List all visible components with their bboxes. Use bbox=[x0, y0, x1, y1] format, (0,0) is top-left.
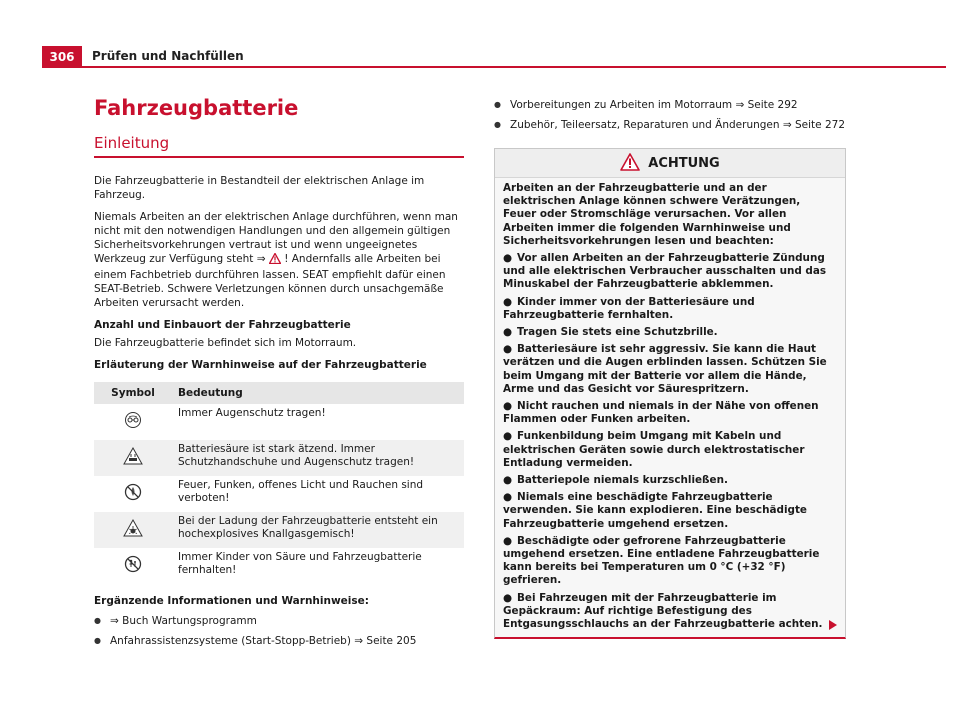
list-item: ● Nicht rauchen und niemals in der Nähe von offenen Flammen oder Funken arbeiten. bbox=[503, 400, 819, 426]
table-header-row bbox=[94, 382, 464, 404]
list-item: ● Niemals eine beschädigte Fahrzeugbatterie verwenden. Sie kann explodieren. Eine beschädigte Fahrzeugbatterie umgehend ersetzen. bbox=[503, 491, 807, 530]
list-item[interactable]: ● ⇒ Buch Wartungsprogramm bbox=[94, 614, 464, 628]
warning-list bbox=[503, 252, 837, 631]
list-item[interactable]: ● Zubehör, Teileersatz, Reparaturen und Änderungen ⇒ Seite 272 bbox=[494, 118, 846, 132]
list-item[interactable]: ● Vorbereitungen zu Arbeiten im Motorraum ⇒ Seite 292 bbox=[494, 98, 846, 112]
warning-item-text: Beschädigte oder gefrorene Fahrzeugbatterie umgehend ersetzen. Eine entladene Fahrzeugbatterie kann bereits bei Temperaturen um 0 °C (+32 °F) gefrieren. bbox=[503, 534, 820, 587]
location-text: Die Fahrzeugbatterie befindet sich im Motorraum. bbox=[94, 336, 357, 349]
list-item: ● Batteriesäure ist sehr aggressiv. Sie kann die Haut verätzen und die Augen erblinden lassen. Schützen Sie beim Umgang mit der Batterie vor allem die Hände, Arme und das Gesicht vor Säurespritzern. bbox=[503, 343, 827, 395]
list-item: ● Funkenbildung beim Umgang mit Kabeln und elektrischen Geräten sowie durch elektrostatischer Entladung vermeiden. bbox=[503, 430, 805, 469]
list-item: ● Beschädigte oder gefrorene Fahrzeugbatterie umgehend ersetzen. Eine entladene Fahrzeugbatterie kann bereits bei Temperaturen um 0 °C (+32 °F) gefrieren. bbox=[503, 534, 820, 587]
table-row bbox=[94, 404, 464, 440]
more-info-heading: Ergänzende Informationen und Warnhinweise: bbox=[94, 594, 369, 607]
warning-intro: Arbeiten an der Fahrzeugbatterie und an der elektrischen Anlage können schwere Verätzungen, Feuer oder Stromschläge verursachen. Vor allen Arbeiten immer die folgenden Warnhinweise und Sicherheitsvorkehrungen lesen und beachten: bbox=[503, 182, 801, 247]
warning-item-text: Tragen Sie stets eine Schutzbrille. bbox=[517, 326, 718, 339]
left-column bbox=[94, 96, 464, 654]
table-row bbox=[94, 440, 464, 476]
list-item[interactable]: ● Anfahrassistenzsysteme (Start-Stopp-Betrieb) ⇒ Seite 205 bbox=[94, 634, 464, 648]
corrosive-icon bbox=[94, 440, 172, 476]
warning-title: ACHTUNG bbox=[648, 155, 720, 171]
table-cell-meaning: Bei der Ladung der Fahrzeugbatterie entsteht ein hochexplosives Knallgasgemisch! bbox=[172, 512, 464, 548]
warning-item-text: Batteriesäure ist sehr aggressiv. Sie kann die Haut verätzen und die Augen erblinden lassen. Schützen Sie beim Umgang mit der Batterie vor allem die Hände, Arme und das Gesicht vor Säurespritzern. bbox=[503, 343, 827, 395]
safety-paragraph-part1: Niemals Arbeiten an der elektrischen Anlage durchführen, wenn man nicht mit den notwendigen Handlungen und den allgemein gültigen Sicherheitsvorkehrungen vertraut ist und wenn ungeeignetes Werkzeug zur Verfügung steht ⇒ bbox=[94, 210, 458, 265]
running-title: Prüfen und Nachfüllen bbox=[92, 49, 244, 63]
table-cell-meaning: Immer Kinder von Säure und Fahrzeugbatterie fernhalten! bbox=[178, 550, 422, 576]
warning-item-text: Batteriepole niemals kurzschließen. bbox=[517, 474, 728, 487]
list-item: ● Vor allen Arbeiten an der Fahrzeugbatterie Zündung und alle elektrischen Verbraucher ausschalten und das Minuskabel der Fahrzeugbatterie abklemmen. bbox=[503, 252, 827, 291]
column-header-symbol: Symbol bbox=[94, 382, 172, 404]
list-item: ● Batteriepole niemals kurzschließen. bbox=[503, 474, 728, 487]
list-item: ● Bei Fahrzeugen mit der Fahrzeugbatterie im Gepäckraum: Auf richtige Befestigung des Entgasungsschlauchs an der Fahrzeugbatterie achten. bbox=[503, 592, 837, 632]
warning-item-text: Vor allen Arbeiten an der Fahrzeugbatterie Zündung und alle elektrischen Verbraucher ausschalten und das Minuskabel der Fahrzeugbatterie abklemmen. bbox=[503, 252, 827, 291]
column-header-meaning: Bedeutung bbox=[172, 382, 464, 404]
symbols-table bbox=[94, 382, 464, 584]
location-heading: Anzahl und Einbauort der Fahrzeugbatterie bbox=[94, 318, 351, 331]
warning-triangle-icon[interactable] bbox=[269, 253, 281, 268]
warning-item-text: Funkenbildung beim Umgang mit Kabeln und elektrischen Geräten sowie durch elektrostatischer Entladung vermeiden. bbox=[503, 430, 805, 469]
eye-protection-icon bbox=[94, 404, 172, 440]
section-rule bbox=[94, 156, 464, 158]
table-cell-meaning: Batteriesäure ist stark ätzend. Immer Schutzhandschuhe und Augenschutz tragen! bbox=[172, 440, 464, 476]
section-title: Einleitung bbox=[94, 134, 170, 152]
table-cell-meaning: Feuer, Funken, offenes Licht und Rauchen sind verboten! bbox=[178, 478, 424, 504]
keep-away-children-icon bbox=[94, 548, 172, 584]
page-number: 306 bbox=[42, 46, 82, 68]
table-row bbox=[94, 476, 464, 512]
safety-paragraph-part2: ! Andernfalls alle Arbeiten bei einem Fachbetrieb durchführen lassen. SEAT empfiehlt dafür einen SEAT-Betrieb. Schwere Verletzungen können durch unsachgemäße Arbeiten verursacht werden. bbox=[94, 252, 446, 309]
no-fire-icon bbox=[94, 476, 172, 512]
continue-arrow-icon[interactable] bbox=[828, 620, 837, 634]
warning-item-text: Nicht rauchen und niemals in der Nähe von offenen Flammen oder Funken arbeiten. bbox=[503, 400, 819, 426]
list-item: ● Tragen Sie stets eine Schutzbrille. bbox=[503, 326, 718, 339]
reference-list bbox=[94, 614, 464, 648]
warning-triangle-icon bbox=[620, 153, 640, 174]
right-column bbox=[494, 98, 846, 639]
warning-item-text: Kinder immer von der Batteriesäure und Fahrzeugbatterie fernhalten. bbox=[503, 295, 755, 321]
warning-item-text: Bei Fahrzeugen mit der Fahrzeugbatterie im Gepäckraum: Auf richtige Befestigung des Entgasungsschlauchs an der Fahrzeugbatterie achten. bbox=[503, 591, 823, 631]
warning-box bbox=[494, 148, 846, 639]
reference-list bbox=[494, 98, 846, 132]
symbols-heading: Erläuterung der Warnhinweise auf der Fahrzeugbatterie bbox=[94, 358, 427, 371]
table-cell-meaning: Immer Augenschutz tragen! bbox=[178, 406, 326, 419]
table-row bbox=[94, 512, 464, 548]
list-item: ● Kinder immer von der Batteriesäure und Fahrzeugbatterie fernhalten. bbox=[503, 295, 755, 321]
intro-paragraph: Die Fahrzeugbatterie in Bestandteil der elektrischen Anlage im Fahrzeug. bbox=[94, 174, 425, 201]
page-title: Fahrzeugbatterie bbox=[94, 96, 299, 120]
warning-item-text: Niemals eine beschädigte Fahrzeugbatterie verwenden. Sie kann explodieren. Eine beschädigte Fahrzeugbatterie umgehend ersetzen. bbox=[503, 491, 807, 530]
warning-header bbox=[495, 149, 845, 178]
explosive-icon bbox=[94, 512, 172, 548]
header-rule bbox=[42, 66, 946, 68]
table-row bbox=[94, 548, 464, 584]
warning-body bbox=[495, 178, 845, 637]
safety-paragraph bbox=[94, 210, 464, 310]
